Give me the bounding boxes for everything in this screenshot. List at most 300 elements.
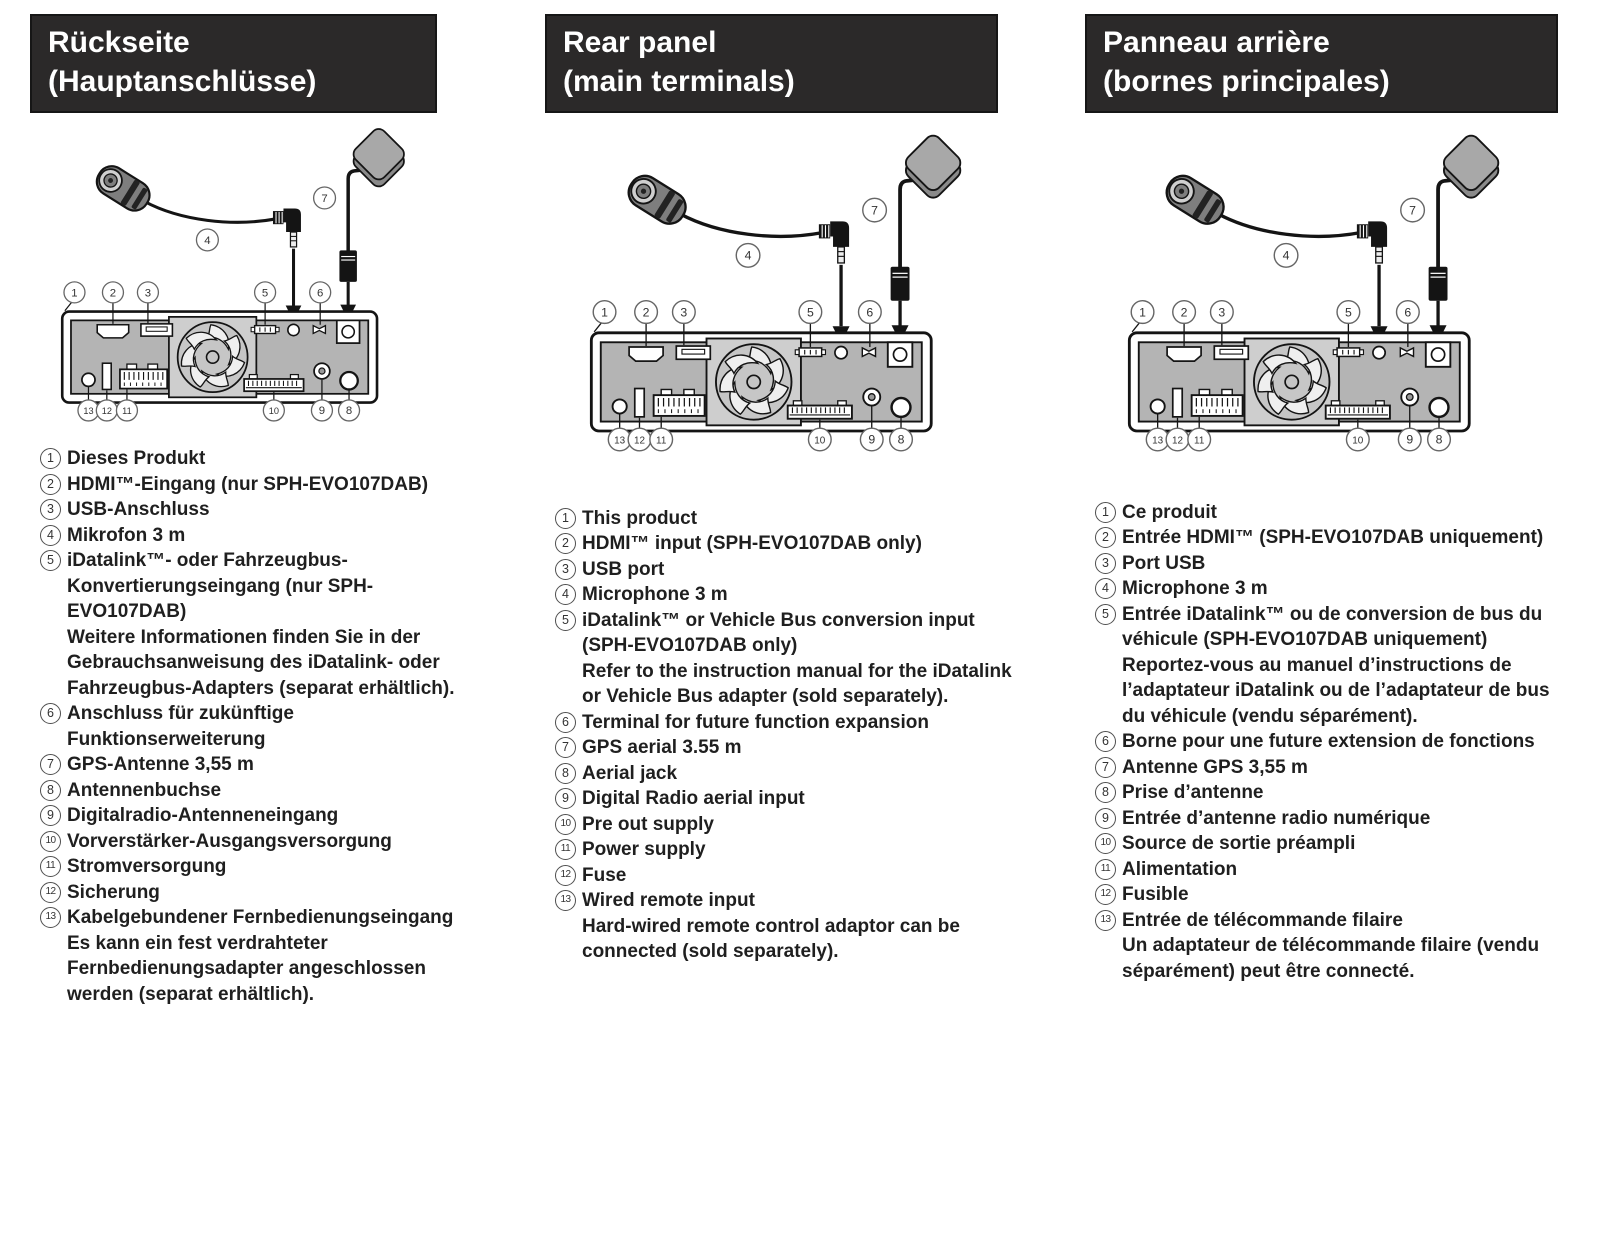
item-text-block: [1122, 755, 1560, 781]
svg-text:10: 10: [814, 435, 826, 447]
section-header-french: [1085, 14, 1558, 113]
item-number-badge: 12: [40, 882, 61, 903]
svg-text:9: 9: [1406, 432, 1414, 447]
item-label: Dieses Produkt: [67, 448, 206, 470]
svg-text:6: 6: [317, 287, 324, 300]
list-item: [555, 888, 1015, 965]
hdmi-port: [97, 325, 128, 338]
svg-text:7: 7: [871, 203, 878, 218]
callout-6: [1397, 301, 1420, 324]
item-text-block: [67, 446, 470, 472]
item-number-badge: 10: [555, 814, 576, 835]
microphone-body: [623, 170, 691, 229]
svg-text:4: 4: [744, 248, 752, 263]
item-text-block: [67, 803, 470, 829]
item-number-badge: 9: [1095, 808, 1116, 829]
item-label: Microphone 3 m: [582, 584, 728, 606]
item-note: Reportez-vous au manuel d’instructions de l’adaptateur iDatalink ou de l’adaptateur de bus du véhicule (vendu séparément).: [1122, 654, 1550, 727]
item-text-block: [582, 506, 1015, 532]
gps-antenna-illustration: [1429, 132, 1502, 342]
item-number-badge: 11: [555, 839, 576, 860]
fuse-holder: [635, 389, 644, 417]
item-text-block: [1122, 525, 1560, 551]
item-label: HDMI™-Eingang (nur SPH-EVO107DAB): [67, 473, 429, 495]
column-english: [545, 14, 1015, 1007]
item-label: This product: [582, 507, 698, 529]
hdmi-port: [1167, 347, 1201, 361]
callout-4: [736, 244, 760, 268]
item-number-badge: 1: [40, 448, 61, 469]
list-item: [1095, 831, 1560, 857]
cooling-fan: [716, 344, 792, 421]
svg-text:2: 2: [1180, 305, 1188, 320]
svg-text:4: 4: [1282, 248, 1290, 263]
item-label: Fusible: [1122, 884, 1189, 906]
item-label: Entrée de télécommande filaire: [1122, 909, 1403, 931]
item-text-block: [67, 854, 470, 880]
usb-port: [1214, 346, 1248, 359]
callout-11: [650, 428, 673, 451]
mic-plug: [1357, 221, 1387, 263]
callout-12: [628, 428, 651, 451]
rear-panel-diagram: [1101, 127, 1507, 456]
item-text-block: [582, 531, 1015, 557]
item-text-block: [1122, 806, 1560, 832]
item-text-block: [1122, 908, 1560, 985]
item-label: USB port: [582, 558, 665, 580]
svg-text:7: 7: [321, 192, 328, 205]
item-label: Kabelgebundener Fernbedienungseingang: [67, 907, 454, 929]
svg-text:12: 12: [1171, 435, 1184, 447]
item-text-block: [582, 735, 1015, 761]
callout-3: [1211, 301, 1234, 324]
item-text-block: [582, 557, 1015, 583]
list-item: [1095, 551, 1560, 577]
rear-panel-illustration: [62, 312, 377, 403]
column-german: [30, 14, 470, 1007]
item-text-block: [67, 497, 470, 523]
list-item: [40, 778, 470, 804]
rear-panel-illustration: [1129, 333, 1469, 431]
gps-jack: [888, 342, 913, 367]
list-item: [40, 803, 470, 829]
list-item: [40, 548, 470, 701]
item-label: Microphone 3 m: [1122, 578, 1268, 600]
item-number-badge: 4: [1095, 578, 1116, 599]
list-item: [1095, 729, 1560, 755]
item-number-badge: 9: [555, 788, 576, 809]
gps-jack: [1426, 342, 1451, 367]
mic-jack: [1373, 347, 1385, 359]
section-header-line1: Rückseite: [48, 26, 190, 59]
section-header-line2: (Hauptanschlüsse): [48, 65, 317, 98]
item-text-block: [1122, 882, 1560, 908]
microphone-body: [1161, 170, 1229, 229]
list-item: [555, 608, 1015, 710]
diagram-slot: [563, 127, 1015, 456]
callout-1: [1131, 301, 1154, 324]
svg-text:1: 1: [71, 287, 78, 300]
item-number-badge: 3: [555, 559, 576, 580]
item-number-badge: 2: [1095, 527, 1116, 548]
item-label: Entrée d’antenne radio numérique: [1122, 807, 1431, 829]
list-item: [1095, 500, 1560, 526]
item-number-badge: 7: [555, 737, 576, 758]
callout-3: [673, 301, 696, 324]
callout-10: [263, 400, 284, 421]
callout-9: [311, 400, 332, 421]
item-text-block: [67, 701, 470, 752]
svg-text:5: 5: [806, 305, 814, 320]
callout-8: [890, 428, 913, 451]
rear-panel-illustration: [591, 333, 931, 431]
wired-remote-jack: [613, 399, 627, 413]
item-note: Es kann ein fest verdrahteter Fernbedienungsadapter angeschlossen werden (separat erhältlich).: [67, 932, 426, 1005]
list-item: [555, 735, 1015, 761]
callout-10: [1346, 428, 1369, 451]
item-number-badge: 10: [1095, 833, 1116, 854]
list-item: [1095, 882, 1560, 908]
svg-text:13: 13: [83, 405, 94, 416]
item-label: Antennenbuchse: [67, 779, 222, 801]
callout-10: [808, 428, 831, 451]
idatalink-connector: [795, 348, 825, 356]
svg-text:3: 3: [1218, 305, 1226, 320]
list-item: [1095, 602, 1560, 730]
diagram-slot: [36, 121, 470, 425]
item-label: Pre out supply: [582, 813, 714, 835]
list-item: [555, 863, 1015, 889]
section-header-line2: (main terminals): [563, 65, 795, 98]
item-text-block: [1122, 857, 1560, 883]
item-label: Digitalradio-Antenneneingang: [67, 805, 339, 827]
item-text-block: [582, 888, 1015, 965]
item-label: iDatalink™ or Vehicle Bus conversion input (SPH-EVO107DAB only): [582, 609, 975, 657]
section-header-line1: Rear panel: [563, 26, 717, 59]
item-label: Prise d’antenne: [1122, 782, 1264, 804]
item-text-block: [582, 837, 1015, 863]
svg-text:11: 11: [656, 435, 667, 447]
callout-6: [310, 282, 331, 303]
list-item: [555, 582, 1015, 608]
item-label: Digital Radio aerial input: [582, 788, 805, 810]
svg-text:9: 9: [318, 404, 326, 417]
item-label: Source de sortie préampli: [1122, 833, 1356, 855]
svg-text:10: 10: [1352, 435, 1364, 447]
cooling-fan: [177, 322, 248, 393]
callout-3: [137, 282, 158, 303]
list-item: [1095, 780, 1560, 806]
svg-text:3: 3: [144, 287, 152, 300]
item-label: GPS aerial 3.55 m: [582, 737, 742, 759]
item-text-block: [67, 472, 470, 498]
item-label: Entrée HDMI™ (SPH-EVO107DAB uniquement): [1122, 527, 1544, 549]
item-number-badge: 10: [40, 831, 61, 852]
list-item: [555, 557, 1015, 583]
idatalink-connector: [251, 326, 279, 334]
diagram-slot: [1101, 127, 1560, 456]
item-label: Aerial jack: [582, 762, 678, 784]
digital-radio-jack: [863, 389, 880, 406]
mic-plug: [273, 208, 301, 246]
callout-1: [64, 282, 85, 303]
svg-text:2: 2: [109, 287, 117, 300]
item-number-badge: 5: [40, 550, 61, 571]
list-item: [40, 523, 470, 549]
svg-text:3: 3: [680, 305, 688, 320]
aerial-jack: [1430, 398, 1449, 417]
item-note: Hard-wired remote control adaptor can be connected (sold separately).: [582, 915, 960, 963]
item-label: Ce produit: [1122, 501, 1217, 523]
item-note: Weitere Informationen finden Sie in der Gebrauchsanweisung des iDatalink- oder Fahrzeugbus-Adapters (separat erhältlich).: [67, 626, 455, 699]
item-label: Fuse: [582, 864, 627, 886]
svg-text:7: 7: [1409, 203, 1416, 218]
svg-text:11: 11: [1194, 435, 1205, 447]
list-item: [1095, 857, 1560, 883]
mic-plug: [819, 221, 849, 263]
gps-jack: [337, 320, 360, 343]
fuse-holder: [102, 363, 111, 389]
item-number-badge: 6: [1095, 731, 1116, 752]
item-number-badge: 13: [555, 890, 576, 911]
item-label: Entrée iDatalink™ ou de conversion de bus du véhicule (SPH-EVO107DAB uniquement): [1122, 603, 1543, 651]
item-label: Stromversorgung: [67, 856, 227, 878]
callout-2: [102, 282, 123, 303]
item-number-badge: 8: [1095, 782, 1116, 803]
item-number-badge: 3: [1095, 553, 1116, 574]
aerial-jack: [892, 398, 911, 417]
section-header-line1: Panneau arrière: [1103, 26, 1330, 59]
list-item: [555, 506, 1015, 532]
callout-2: [1173, 301, 1196, 324]
item-label: Terminal for future function expansion: [582, 711, 929, 733]
digital-radio-jack: [1401, 389, 1418, 406]
item-label: Borne pour une future extension de fonctions: [1122, 731, 1535, 753]
section-header-line2: (bornes principales): [1103, 65, 1390, 98]
svg-text:2: 2: [642, 305, 650, 320]
svg-text:12: 12: [633, 435, 646, 447]
item-number-badge: 13: [1095, 910, 1116, 931]
terminal-list: [30, 446, 470, 1007]
svg-text:4: 4: [204, 234, 211, 247]
item-text-block: [67, 523, 470, 549]
item-text-block: [67, 778, 470, 804]
callout-5: [255, 282, 276, 303]
list-item: [555, 786, 1015, 812]
item-label: GPS-Antenne 3,55 m: [67, 754, 254, 776]
item-number-badge: 1: [555, 508, 576, 529]
item-text-block: [582, 863, 1015, 889]
item-text-block: [582, 710, 1015, 736]
gps-connector: [1429, 267, 1448, 301]
microphone-body: [92, 161, 155, 216]
svg-text:10: 10: [268, 405, 279, 416]
item-text-block: [67, 880, 470, 906]
item-label: Sicherung: [67, 881, 160, 903]
item-number-badge: 11: [40, 856, 61, 877]
item-text-block: [67, 752, 470, 778]
item-number-badge: 9: [40, 805, 61, 826]
idatalink-connector: [1333, 348, 1363, 356]
svg-text:5: 5: [1344, 305, 1352, 320]
item-text-block: [1122, 551, 1560, 577]
item-text-block: [582, 812, 1015, 838]
item-text-block: [1122, 780, 1560, 806]
list-item: [1095, 576, 1560, 602]
callout-7: [314, 187, 336, 209]
item-note: Refer to the instruction manual for the iDatalink or Vehicle Bus adapter (sold separately).: [582, 660, 1012, 708]
gps-antenna-illustration: [891, 132, 964, 342]
callout-7: [1401, 198, 1425, 222]
item-number-badge: 4: [40, 525, 61, 546]
item-number-badge: 11: [1095, 859, 1116, 880]
item-text-block: [582, 608, 1015, 710]
svg-text:5: 5: [261, 287, 269, 300]
terminal-list: [545, 506, 1015, 965]
wired-remote-jack: [82, 373, 95, 386]
item-number-badge: 7: [1095, 757, 1116, 778]
svg-text:8: 8: [897, 432, 905, 447]
list-item: [40, 905, 470, 1007]
svg-text:11: 11: [122, 405, 132, 416]
item-label: Vorverstärker-Ausgangsversorgung: [67, 830, 392, 852]
item-number-badge: 13: [40, 907, 61, 928]
item-text-block: [1122, 831, 1560, 857]
rear-panel-diagram: [36, 121, 412, 425]
svg-text:1: 1: [1139, 305, 1146, 320]
callout-8: [1428, 428, 1451, 451]
item-note: Un adaptateur de télécommande filaire (vendu séparément) peut être connecté.: [1122, 935, 1540, 982]
list-item: [555, 812, 1015, 838]
callout-12: [96, 400, 117, 421]
item-text-block: [67, 905, 470, 1007]
svg-text:13: 13: [614, 435, 626, 447]
list-item: [555, 531, 1015, 557]
item-label: Antenne GPS 3,55 m: [1122, 756, 1308, 778]
item-label: Alimentation: [1122, 858, 1238, 880]
item-label: USB-Anschluss: [67, 499, 210, 521]
item-number-badge: 2: [40, 474, 61, 495]
svg-text:8: 8: [345, 404, 353, 417]
item-number-badge: 8: [40, 780, 61, 801]
list-item: [555, 837, 1015, 863]
item-label: iDatalink™- oder Fahrzeugbus-Konvertierungseingang (nur SPH-EVO107DAB): [67, 550, 374, 623]
list-item: [40, 752, 470, 778]
item-text-block: [1122, 576, 1560, 602]
item-number-badge: 12: [1095, 884, 1116, 905]
list-item: [555, 761, 1015, 787]
gps-connector: [891, 267, 910, 301]
section-header-german: [30, 14, 437, 113]
item-number-badge: 7: [40, 754, 61, 775]
svg-text:1: 1: [601, 305, 608, 320]
item-text-block: [1122, 729, 1560, 755]
usb-port: [141, 324, 172, 336]
callout-8: [339, 400, 360, 421]
svg-text:6: 6: [866, 305, 874, 320]
cooling-fan: [1254, 344, 1330, 421]
svg-text:8: 8: [1435, 432, 1443, 447]
list-item: [1095, 908, 1560, 985]
svg-text:6: 6: [1404, 305, 1412, 320]
list-item: [1095, 806, 1560, 832]
svg-text:13: 13: [1152, 435, 1164, 447]
callout-5: [1337, 301, 1360, 324]
digital-radio-jack: [314, 363, 330, 379]
item-number-badge: 12: [555, 865, 576, 886]
item-text-block: [67, 829, 470, 855]
item-label: Anschluss für zukünftige Funktionserweiterung: [67, 703, 294, 750]
item-text-block: [1122, 500, 1560, 526]
column-french: [1085, 14, 1560, 1007]
gps-antenna-illustration: [339, 126, 407, 321]
callout-9: [1398, 428, 1421, 451]
list-item: [40, 497, 470, 523]
item-label: Port USB: [1122, 552, 1206, 574]
callout-11: [1188, 428, 1211, 451]
item-label: Mikrofon 3 m: [67, 524, 186, 546]
list-item: [555, 710, 1015, 736]
callout-4: [196, 229, 218, 251]
item-text-block: [67, 548, 470, 701]
svg-text:9: 9: [868, 432, 876, 447]
hdmi-port: [629, 347, 663, 361]
item-text-block: [582, 582, 1015, 608]
mic-jack: [835, 347, 847, 359]
callout-1: [593, 301, 616, 324]
list-item: [40, 829, 470, 855]
terminal-list: [1085, 500, 1560, 985]
item-text-block: [1122, 602, 1560, 730]
callout-4: [1274, 244, 1298, 268]
mic-jack: [288, 324, 299, 335]
list-item: [1095, 525, 1560, 551]
item-number-badge: 6: [555, 712, 576, 733]
item-number-badge: 4: [555, 584, 576, 605]
item-number-badge: 2: [555, 533, 576, 554]
callout-9: [860, 428, 883, 451]
list-item: [1095, 755, 1560, 781]
list-item: [40, 854, 470, 880]
item-text-block: [582, 786, 1015, 812]
list-item: [40, 701, 470, 752]
item-text-block: [582, 761, 1015, 787]
svg-text:12: 12: [101, 405, 112, 416]
item-number-badge: 5: [1095, 604, 1116, 625]
fuse-holder: [1173, 389, 1182, 417]
list-item: [40, 880, 470, 906]
list-item: [40, 472, 470, 498]
callout-6: [859, 301, 882, 324]
item-label: Wired remote input: [582, 890, 755, 912]
gps-connector: [339, 250, 356, 281]
usb-port: [676, 346, 710, 359]
callout-11: [116, 400, 137, 421]
item-label: Power supply: [582, 839, 706, 861]
callout-2: [635, 301, 658, 324]
item-number-badge: 6: [40, 703, 61, 724]
rear-panel-diagram: [563, 127, 969, 456]
item-label: HDMI™ input (SPH-EVO107DAB only): [582, 533, 922, 555]
wired-remote-jack: [1151, 399, 1165, 413]
callout-5: [799, 301, 822, 324]
item-number-badge: 8: [555, 763, 576, 784]
section-header-english: [545, 14, 998, 113]
item-number-badge: 1: [1095, 502, 1116, 523]
aerial-jack: [340, 372, 357, 389]
item-number-badge: 5: [555, 610, 576, 631]
callout-12: [1166, 428, 1189, 451]
